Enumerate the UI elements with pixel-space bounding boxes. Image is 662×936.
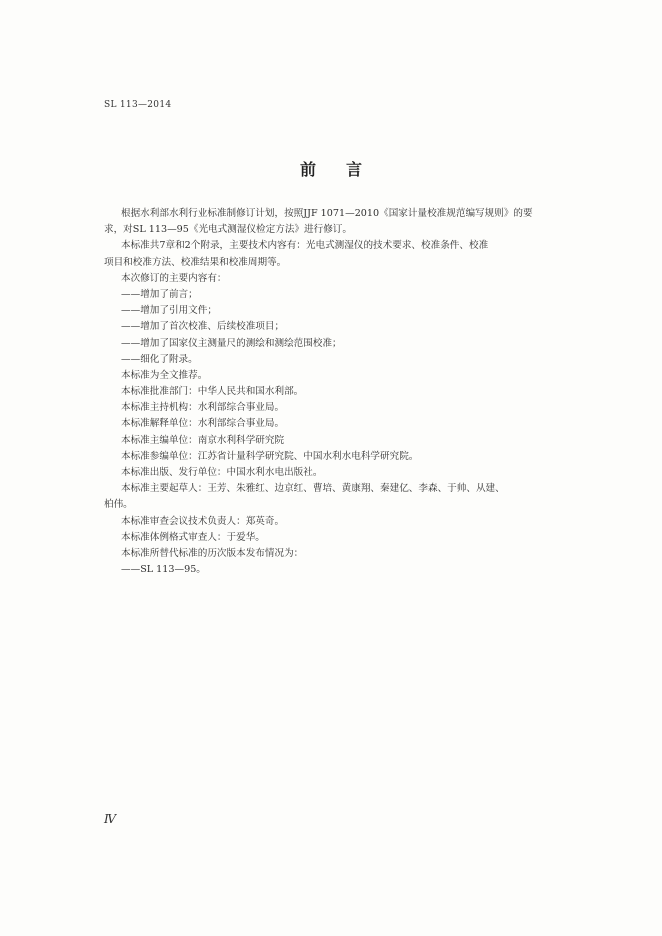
paragraph-line: 本标准解释单位：水利部综合事业局。 [121,418,285,430]
page-number: Ⅳ [104,812,116,826]
paragraph-line: 本标准主编单位：南京水利科学研究院 [121,434,285,446]
paragraph-line: 本标准共7章和2个附录，主要技术内容有：光电式测湿仪的技术要求、校准条件、校准 [121,240,489,252]
paragraph-line: 本标准批准部门：中华人民共和国水利部。 [121,386,304,398]
paragraph-line: 项目和校准方法、校准结果和校准周期等。 [104,256,287,268]
paragraph-line: 本标准出版、发行单位：中国水利水电出版社。 [121,467,323,478]
paragraph-line: 柏伟。 [104,499,133,511]
paragraph-line: 本标准参编单位：江苏省计量科学研究院、中国水利水电科学研究院。 [121,450,419,462]
list-item: ——增加了首次校准、后续校准项目； [121,321,285,333]
paragraph-line: 本标准主持机构：水利部综合事业局。 [121,402,285,414]
list-item: ——SL 113—95。 [121,564,206,576]
list-item: ——增加了前言； [121,288,198,300]
paragraph-line: 求，对SL 113—95《光电式测湿仪检定方法》进行修订。 [104,224,352,236]
paragraph-line: 本次修订的主要内容有： [121,272,227,284]
paragraph-line: 根据水利部水利行业标准制修订计划，按照JJF 1071—2010《国家计量校准规范编写规则》的要 [121,208,533,219]
paragraph-line: 本标准所替代标准的历次版本发布情况为： [121,547,304,559]
paragraph-line: 本标准主要起草人：王芳、朱雅红、边京红、曹培、黄康翔、秦建亿、李森、于帅、从建、 [121,483,505,495]
standard-code-header: SL 113—2014 [104,100,172,110]
document-body [104,206,574,578]
paragraph-line: 本标准审查会议技术负责人：郑英奇。 [121,515,285,527]
list-item: ——增加了国家仪主测量尺的测绘和测绘范围校准； [121,337,342,349]
page-title: 前言 [299,160,392,179]
paragraph-line: 本标准体例格式审查人：于爱华。 [121,531,265,543]
list-item: ——细化了附录。 [121,353,198,365]
list-item: ——增加了引用文件； [121,305,217,317]
paragraph-line: 本标准为全文推荐。 [121,369,208,381]
